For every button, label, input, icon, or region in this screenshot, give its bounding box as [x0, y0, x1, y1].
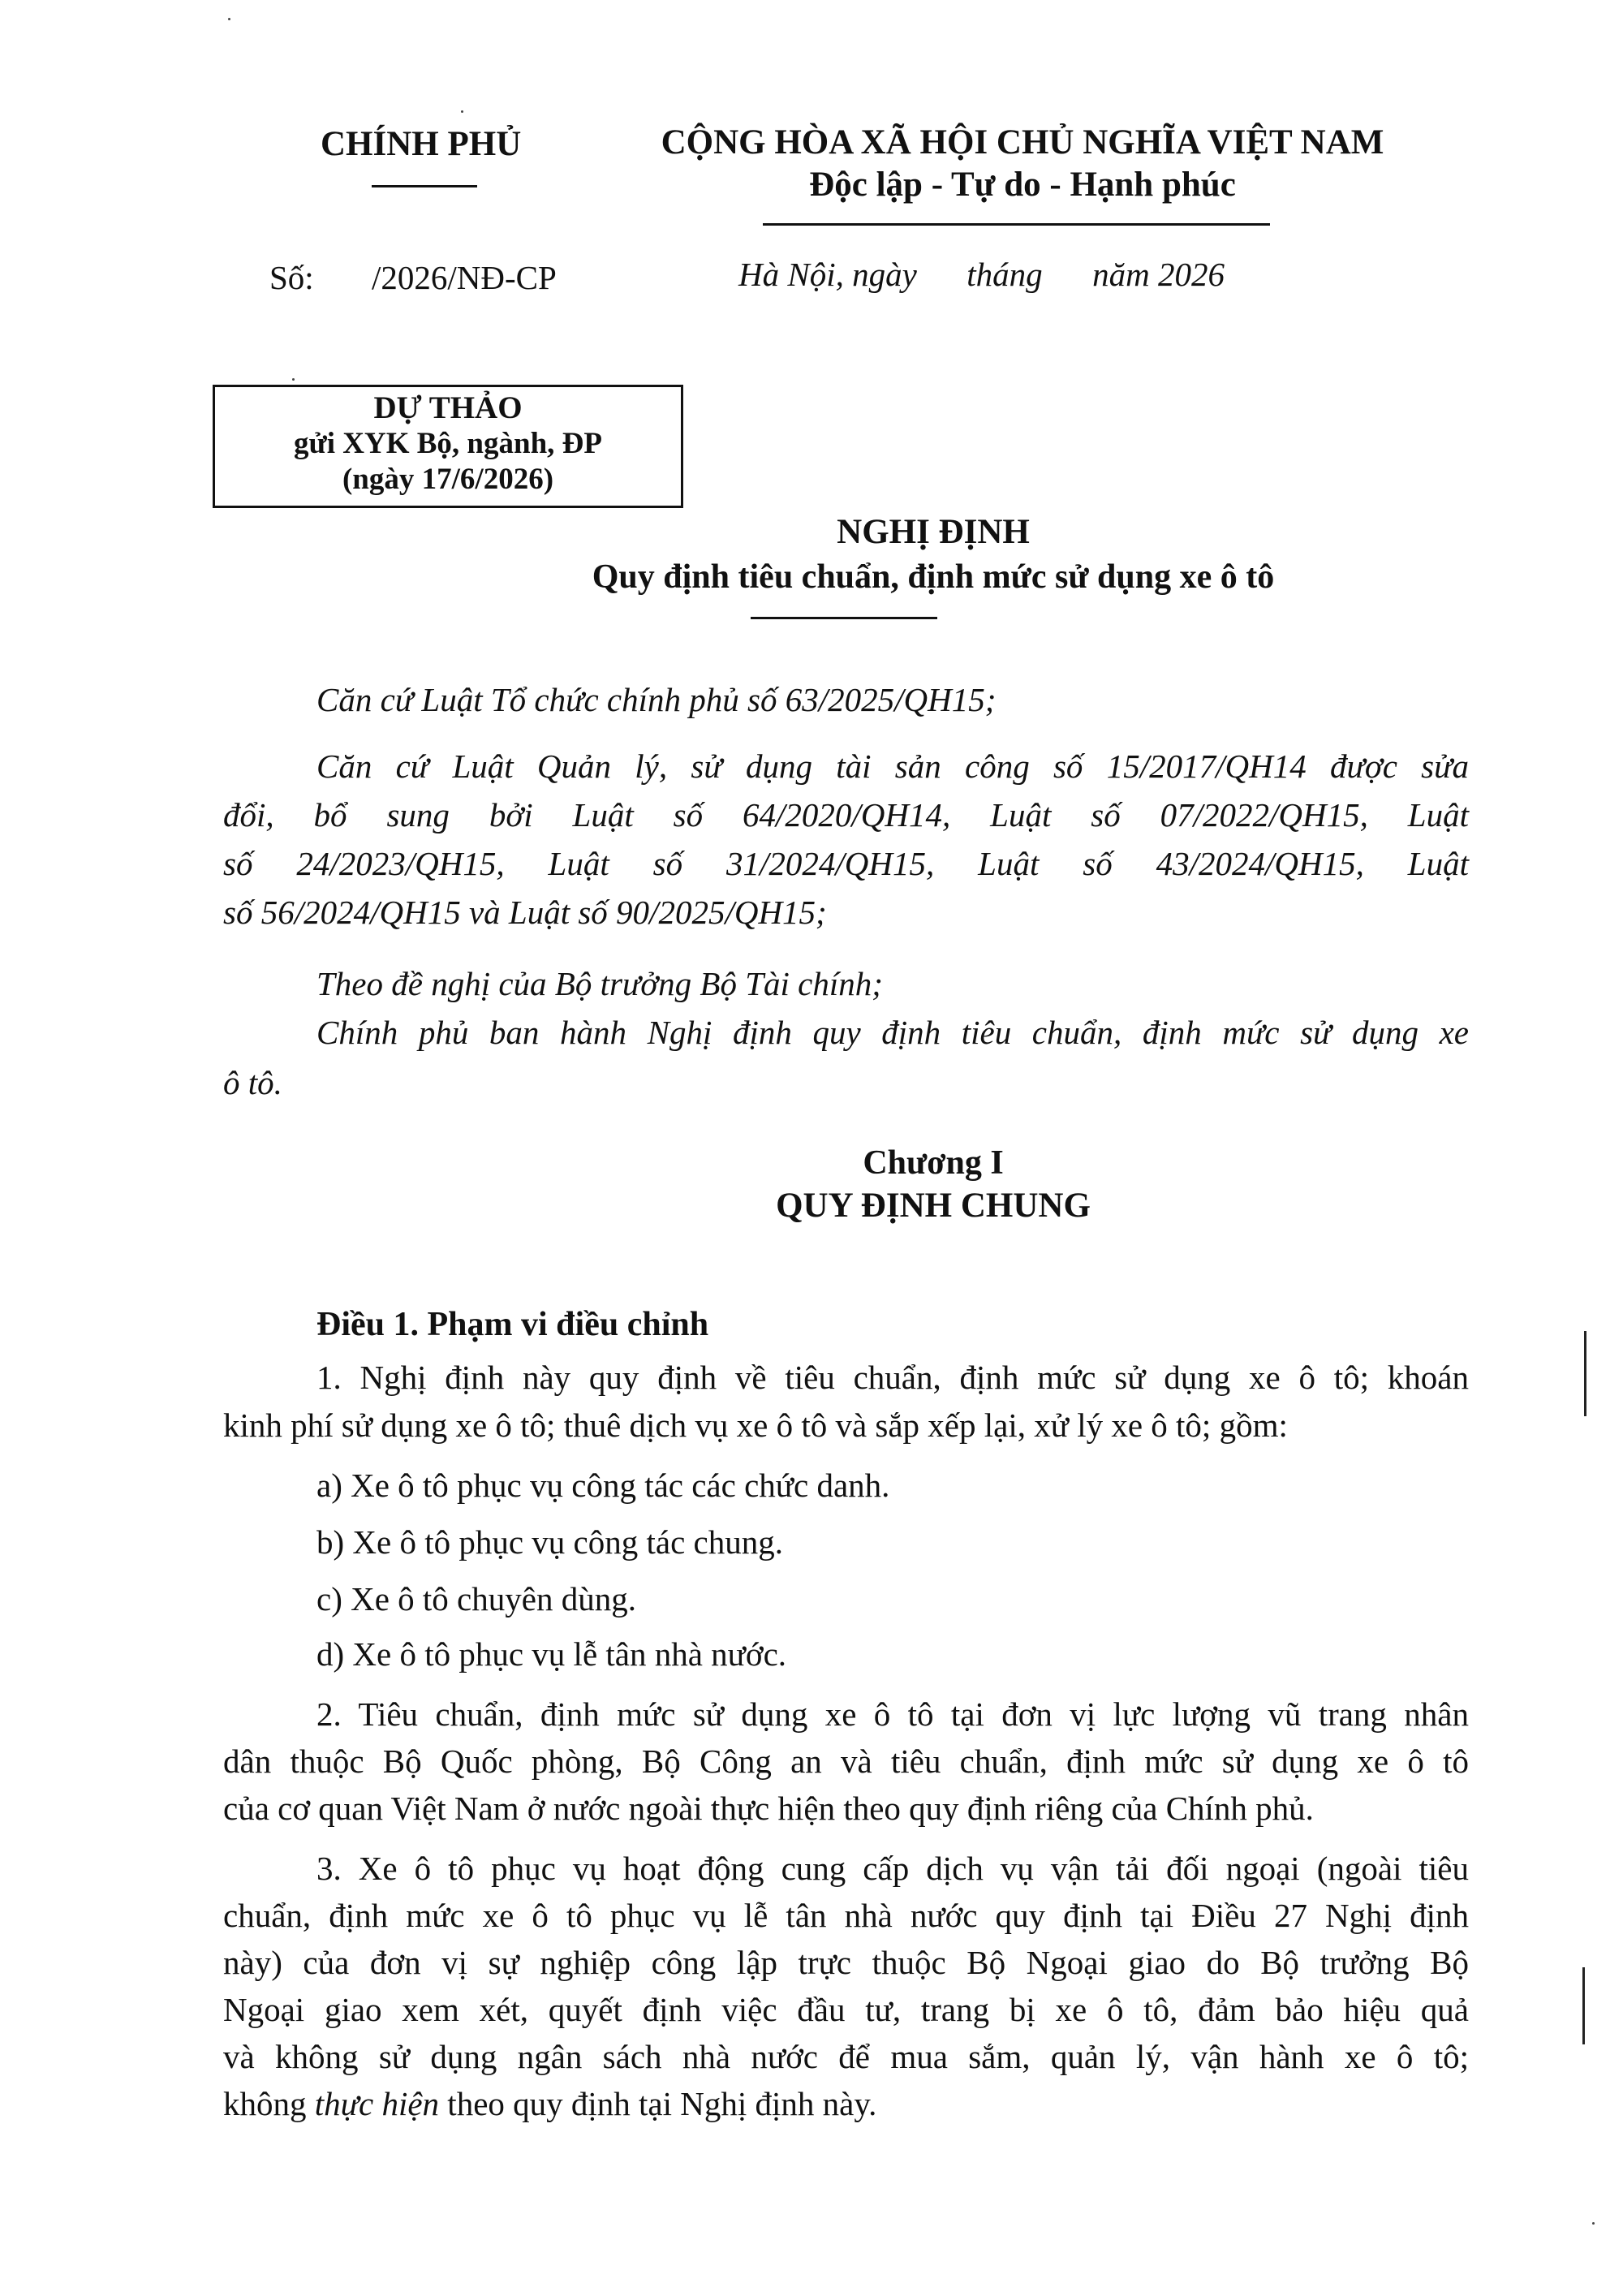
article-1-clause-3: 3. Xe ô tô phục vụ hoạt động cung cấp dịch vụ vận tải đối ngoại (ngoài tiêu: [316, 1850, 1469, 1887]
scan-speck: [461, 110, 463, 113]
article-1-heading: Điều 1. Phạm vi điều chỉnh: [316, 1306, 709, 1343]
place-and-date: Hà Nội, ngày tháng năm 2026: [738, 256, 1225, 293]
article-1-clause-3-cont: này) của đơn vị sự nghiệp công lập trực thuộc Bộ Ngoại giao do Bộ trưởng Bộ: [223, 1944, 1469, 1981]
motto: Độc lập - Tự do - Hạnh phúc: [809, 166, 1236, 204]
preamble-proposal: Theo đề nghị của Bộ trưởng Bộ Tài chính;: [316, 965, 883, 1002]
draft-line-1: DỰ THẢO: [373, 390, 523, 425]
agency-underline: [372, 185, 477, 187]
article-1-clause-3-cont: chuẩn, định mức xe ô tô phục vụ lễ tân nhà nước quy định tại Điều 27 Nghị định: [223, 1897, 1469, 1934]
article-1-item-a: a) Xe ô tô phục vụ công tác các chức danh.: [316, 1467, 890, 1504]
article-1-clause-2-cont: dân thuộc Bộ Quốc phòng, Bộ Công an và tiêu chuẩn, định mức sử dụng xe ô tô: [223, 1742, 1469, 1780]
motto-underline: [763, 223, 1270, 226]
preamble-basis-2: Căn cứ Luật Quản lý, sử dụng tài sản công số 15/2017/QH14 được sửa: [316, 747, 1469, 785]
clause-3-text-end: theo quy định tại Nghị định này.: [439, 2085, 877, 2122]
preamble-promulgation-cont: ô tô.: [223, 1064, 282, 1101]
draft-line-3: (ngày 17/6/2026): [342, 463, 554, 496]
scan-margin-mark: [1584, 1331, 1586, 1416]
article-1-item-c: c) Xe ô tô chuyên dùng.: [316, 1580, 636, 1618]
agency-name: CHÍNH PHỦ: [321, 125, 522, 163]
scan-margin-mark: [1582, 1967, 1585, 2044]
document-number: /2026/NĐ-CP: [372, 259, 557, 296]
draft-stamp-box: [213, 385, 683, 508]
article-1-clause-1: 1. Nghị định này quy định về tiêu chuẩn, định mức sử dụng xe ô tô; khoán: [316, 1359, 1469, 1396]
document-type: NGHỊ ĐỊNH: [837, 513, 1030, 551]
scan-speck: [1592, 2222, 1595, 2225]
preamble-promulgation: Chính phủ ban hành Nghị định quy định tiêu chuẩn, định mức sử dụng xe: [316, 1014, 1469, 1051]
draft-line-2: gửi XYK Bộ, ngành, ĐP: [294, 427, 602, 460]
document-subject: Quy định tiêu chuẩn, định mức sử dụng xe ô tô: [592, 558, 1275, 596]
article-1-clause-3-cont: và không sử dụng ngân sách nhà nước để mua sắm, quản lý, vận hành xe ô tô;: [223, 2038, 1469, 2075]
scan-speck: [228, 18, 230, 20]
scan-speck: [292, 378, 295, 381]
nation-name: CỘNG HÒA XÃ HỘI CHỦ NGHĨA VIỆT NAM: [661, 123, 1384, 162]
chapter-label: Chương I: [863, 1144, 1004, 1182]
subject-underline: [751, 617, 937, 619]
article-1-clause-2: 2. Tiêu chuẩn, định mức sử dụng xe ô tô tại đơn vị lực lượng vũ trang nhân: [316, 1695, 1469, 1733]
chapter-title: QUY ĐỊNH CHUNG: [776, 1187, 1091, 1225]
preamble-basis-2-cont: số 56/2024/QH15 và Luật số 90/2025/QH15;: [223, 894, 827, 931]
article-1-item-b: b) Xe ô tô phục vụ công tác chung.: [316, 1523, 783, 1561]
preamble-basis-2-cont: số 24/2023/QH15, Luật số 31/2024/QH15, Luật số 43/2024/QH15, Luật: [223, 845, 1469, 882]
article-1-clause-3-cont: Ngoại giao xem xét, quyết định việc đầu tư, trang bị xe ô tô, đảm bảo hiệu quả: [223, 1991, 1469, 2028]
preamble-basis-1: Căn cứ Luật Tổ chức chính phủ số 63/2025/QH15;: [316, 681, 997, 718]
clause-3-emphasis: thực hiện: [314, 2085, 440, 2122]
article-1-clause-2-cont: của cơ quan Việt Nam ở nước ngoài thực hiện theo quy định riêng của Chính phủ.: [223, 1790, 1314, 1827]
article-1-clause-3-last-line: [223, 2084, 876, 2124]
document-number-label: Số:: [269, 259, 314, 296]
article-1-clause-1-cont: kinh phí sử dụng xe ô tô; thuê dịch vụ xe ô tô và sắp xếp lại, xử lý xe ô tô; gồm:: [223, 1406, 1288, 1444]
preamble-basis-2-cont: đổi, bổ sung bởi Luật số 64/2020/QH14, Luật số 07/2022/QH15, Luật: [223, 796, 1469, 834]
article-1-item-d: d) Xe ô tô phục vụ lễ tân nhà nước.: [316, 1635, 787, 1673]
clause-3-text-start: không: [223, 2085, 315, 2122]
